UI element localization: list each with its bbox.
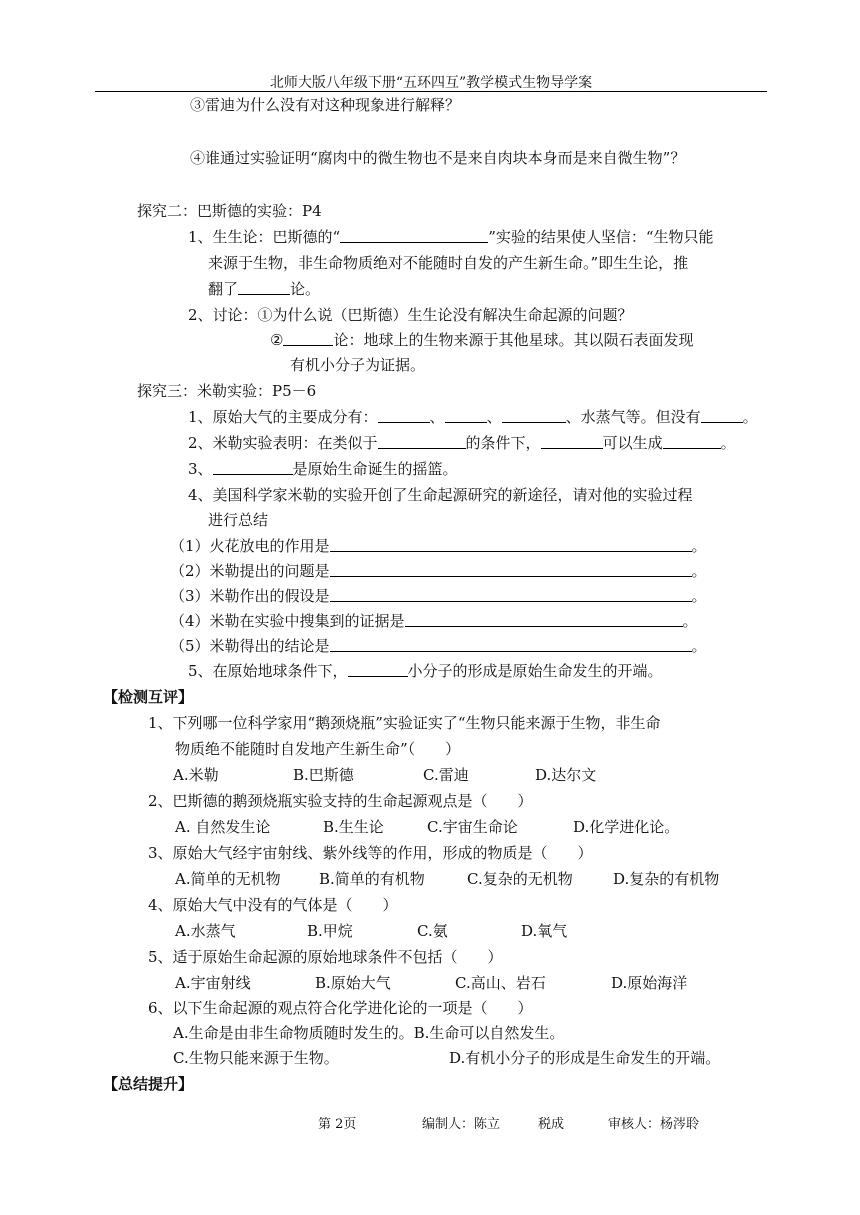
explore2-item2b-cont: 有机小分子为证据。 [290,356,426,374]
question-3: ③雷迪为什么没有对这种现象进行解释？ [190,96,461,114]
option-a[interactable]: A. 自然发生论 [175,818,271,836]
miller-sub-2: （2）米勒提出的问题是 。 [170,562,707,580]
blank-field[interactable] [283,330,333,346]
explore2-item2b: ② 论：地球上的生物来源于其他星球。其以陨石表面发现 [270,331,694,349]
summary-heading: 【总结提升】 [103,1075,194,1093]
test-q2-options [175,817,679,837]
miller-sub-1: （1）火花放电的作用是 。 [170,537,707,555]
option-c[interactable]: C.生物只能来源于生物。 [173,1049,339,1067]
explore2-title: 探究二：巴斯德的实验：P4 [137,202,322,220]
option-d[interactable]: D.原始海洋 [611,974,688,992]
blank-field[interactable] [701,407,743,423]
test-q5-options [175,973,687,993]
blank-field[interactable] [348,661,408,677]
option-c[interactable]: C.高山、岩石 [455,974,546,992]
test-q5: 5、适于原始生命起源的原始地球条件不包括（ ） [148,948,503,966]
option-c[interactable]: C.氨 [417,922,448,940]
option-b[interactable]: B.甲烷 [307,922,353,940]
question-4: ④谁通过实验证明“腐肉中的微生物也不是来自肉块本身而是来自微生物”？ [190,149,686,167]
miller-sub-4: （4）米勒在实验中搜集到的证据是 。 [170,612,698,630]
test-q4: 4、原始大气中没有的气体是（ ） [148,896,398,914]
option-d[interactable]: D.化学进化论。 [573,818,680,836]
blank-field[interactable] [330,586,692,602]
explore2-item1-cont: 来源于生物，非生命物质绝对不能随时自发的产生新生命。”即生生论，推 [208,254,689,272]
blank-field[interactable] [541,433,603,449]
explore2-item2: 2、讨论：①为什么说（巴斯德）生生论没有解决生命起源的问题？ [188,306,633,324]
option-b[interactable]: B.原始大气 [315,974,391,992]
option-d[interactable]: D.有机小分子的形成是生命发生的开端。 [449,1049,721,1067]
blank-field[interactable] [340,227,488,243]
test-q6-options-2 [173,1048,720,1068]
test-heading: 【检测互评】 [103,688,194,706]
miller-sub-5: （5）米勒得出的结论是 。 [170,637,707,655]
option-c[interactable]: C.复杂的无机物 [467,870,573,888]
option-b[interactable]: B.生命可以自然发生。 [413,1024,565,1042]
miller-sub-3: （3）米勒作出的假设是 。 [170,587,707,605]
explore3-item3: 3、 是原始生命诞生的摇篮。 [188,460,458,478]
option-a[interactable]: A.水蒸气 [175,922,236,940]
test-q3-options [175,869,719,889]
explore2-item1: 1、生生论：巴斯德的“ ”实验的结果使人坚信：“生物只能 [188,228,714,246]
blank-field[interactable] [502,407,566,423]
blank-field[interactable] [213,459,293,475]
option-b[interactable]: B.巴斯德 [293,766,354,784]
option-b[interactable]: B.简单的有机物 [319,870,425,888]
blank-field[interactable] [330,536,692,552]
editor-2: 税成 [538,1117,565,1132]
explore3-item4-cont: 进行总结 [208,511,269,529]
option-d[interactable]: D.复杂的有机物 [613,870,720,888]
editor: 编制人：陈立 [422,1117,501,1132]
explore3-title: 探究三：米勒实验：P5－6 [137,382,317,400]
option-c[interactable]: C.雷迪 [423,766,469,784]
test-q1: 1、下列哪一位科学家用“鹅颈烧瓶”实验证实了“生物只能来源于生物，非生命 [148,714,661,732]
option-a[interactable]: A.生命是由非生命物质随时发生的。 [173,1024,414,1042]
blank-field[interactable] [663,433,721,449]
option-a[interactable]: A.米勒 [173,766,219,784]
option-a[interactable]: A.宇宙射线 [175,974,251,992]
header-rule [95,91,767,92]
option-b[interactable]: B.生生论 [323,818,384,836]
page-number: 第 2页 [318,1117,357,1132]
reviewer: 审核人：杨涔聆 [608,1117,700,1132]
explore3-item2: 2、米勒实验表明：在类似于 的条件下， 可以生成 。 [188,434,736,452]
option-c[interactable]: C.宇宙生命论 [427,818,518,836]
blank-field[interactable] [330,561,692,577]
test-q1-cont: 物质绝不能随时自发地产生新生命”（ ） [175,740,461,758]
page-footer [318,1113,699,1132]
test-q4-options [175,921,567,941]
test-q2: 2、巴斯德的鹅颈烧瓶实验支持的生命起源观点是（ ） [148,792,533,810]
explore3-item5: 5、在原始地球条件下， 小分子的形成是原始生命发生的开端。 [188,662,663,680]
test-q3: 3、原始大气经宇宙射线、紫外线等的作用，形成的物质是（ ） [148,844,593,862]
blank-field[interactable] [445,407,487,423]
option-a[interactable]: A.简单的无机物 [175,870,281,888]
explore3-item1: 1、原始大气的主要成分有： 、 、 、水蒸气等。但没有 。 [188,408,758,426]
page-header: 北师大版八年级下册“五环四互”教学模式生物导学案 [269,75,593,91]
test-q1-options [173,765,596,785]
option-d[interactable]: D.达尔文 [535,766,597,784]
test-q6-options-1 [173,1023,564,1043]
option-d[interactable]: D.氧气 [521,922,568,940]
explore2-item1-end: 翻了 论。 [208,280,321,298]
blank-field[interactable] [378,407,430,423]
blank-field[interactable] [330,636,692,652]
explore3-item4: 4、美国科学家米勒的实验开创了生命起源研究的新途径，请对他的实验过程 [188,486,693,504]
test-q6: 6、以下生命起源的观点符合化学进化论的一项是（ ） [148,999,533,1017]
blank-field[interactable] [238,279,290,295]
blank-field[interactable] [405,611,683,627]
blank-field[interactable] [378,433,466,449]
